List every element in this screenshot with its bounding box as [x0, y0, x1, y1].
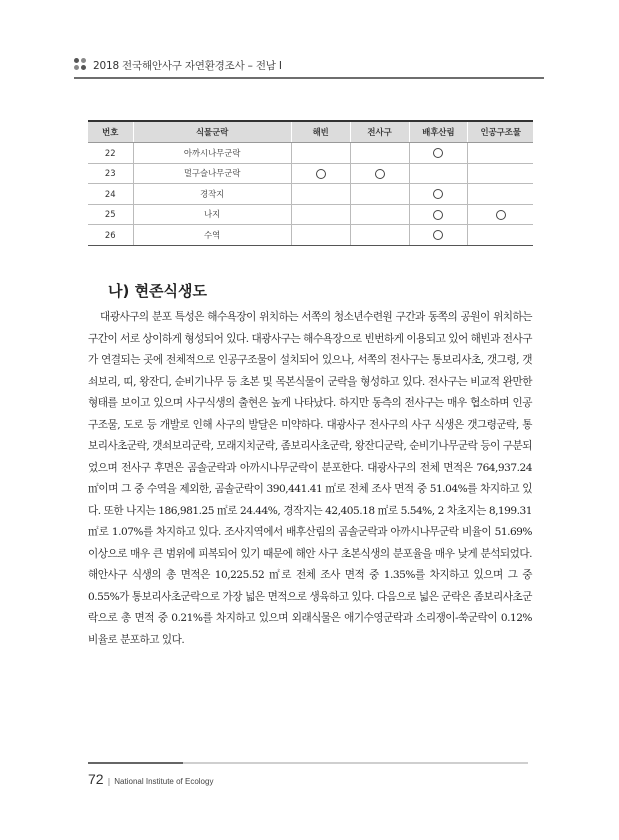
column-header: 전사구 [350, 121, 409, 143]
presence-cell [291, 225, 350, 246]
vegetation-table [88, 120, 533, 246]
circle-mark-icon [433, 210, 443, 220]
table-row [88, 204, 533, 225]
header-title: 2018 전국해안사구 자연환경조사 – 전남 I [93, 59, 282, 72]
body-paragraph: 대광사구의 분포 특성은 해수욕장이 위치하는 서쪽의 청소년수련원 구간과 동쪽의 공원이 위치하는 구간이 서로 상이하게 형성되어 있다. 대광사구는 해수욕장으로 빈번하게 이용되고 있어 해빈과 전사구가 연결되는 곳에 전체적으로 인공구조물이 설치되어 있으나, 서쪽의 전사구는 통보리사초, 갯그령, 갯쇠보리, 띠, 왕잔디, 순비기나무 등 초본 및 목본식물이 군락을 형성하고 있다. 전사구는 비교적 완만한 형태를 보이고 있으며 사구식생의 출현은 높게 나타났다. 하지만 동측의 전사구는 매우 협소하며 인공구조물, 도로 등 개발로 인해 사구의 발달은 미약하다. 대광사구 전사구의 사구 식생은 갯그령군락, 통보리사초군락, 갯쇠보리군락, 모래지치군락, 좀보리사초군락, 왕잔디군락, 순비기나무군락 등이 구분되었으며 전사구 후면은 곰솔군락과 아까시나무군락이 분포한다. 대광사구의 전체 면적은 764,937.24 ㎡이며 그 중 수역을 제외한, 곰솔군락이 390,441.41 ㎡로 전체 조사 면적 중 51.04%를 차지하고 있다. 또한 나지는 186,981.25 ㎡로 24.44%, 경작지는 42,405.18 ㎡로 5.54%, 2 차초지는 8,199.31 ㎡로 1.07%를 차지하고 있다. 조사지역에서 배후산림의 곰솔군락과 아까시나무군락 비율이 51.69% 이상으로 매우 큰 범위에 피복되어 있기 때문에 해안 사구 초본식생의 분포율을 매우 낮게 분석되었다. 해안사구 식생의 총 면적은 10,225.52 ㎡로 전체 조사 면적 중 1.35%를 차지하고 있으며 그 중 0.55%가 통보리사초군락으로 가장 넓은 면적으로 생육하고 있다. 다음으로 넓은 군락은 좀보리사초군락으로 총 면적 중 0.21%를 차지하고 있으며 외래식물은 애기수영군락과 소리쟁이-쑥군락이 0.12% 비율로 분포하고 있다. [88, 311, 532, 646]
table-row [88, 184, 533, 205]
column-header: 인공구조물 [468, 121, 533, 143]
presence-cell [468, 143, 533, 164]
circle-mark-icon [433, 189, 443, 199]
column-header: 해빈 [291, 121, 350, 143]
presence-cell [468, 163, 533, 184]
page-number: 72 [88, 771, 104, 787]
community-name: 아까시나무군락 [133, 143, 291, 164]
footer-separator: | [107, 777, 111, 786]
circle-mark-icon [496, 210, 506, 220]
row-number: 25 [88, 204, 133, 225]
circle-mark-icon [433, 230, 443, 240]
column-header: 배후산림 [409, 121, 468, 143]
presence-cell [350, 204, 409, 225]
page-footer [88, 762, 528, 787]
presence-cell [409, 204, 468, 225]
table-row [88, 225, 533, 246]
running-header [74, 57, 554, 79]
presence-cell [291, 184, 350, 205]
row-number: 26 [88, 225, 133, 246]
row-number: 23 [88, 163, 133, 184]
presence-cell [350, 143, 409, 164]
circle-mark-icon [433, 148, 443, 158]
footer-institute: National Institute of Ecology [114, 777, 214, 786]
presence-cell [409, 143, 468, 164]
community-name: 나지 [133, 204, 291, 225]
circle-mark-icon [375, 169, 385, 179]
presence-cell [468, 204, 533, 225]
table-row [88, 163, 533, 184]
presence-cell [350, 163, 409, 184]
footer-rule [88, 762, 528, 764]
presence-cell [409, 184, 468, 205]
presence-cell [468, 225, 533, 246]
presence-cell [350, 225, 409, 246]
row-number: 22 [88, 143, 133, 164]
table-header-row [88, 121, 533, 143]
header-rule [74, 77, 544, 79]
community-name: 경작지 [133, 184, 291, 205]
presence-cell [350, 184, 409, 205]
circle-mark-icon [316, 169, 326, 179]
presence-cell [291, 163, 350, 184]
community-name: 멀구슬나무군락 [133, 163, 291, 184]
row-number: 24 [88, 184, 133, 205]
table-row [88, 143, 533, 164]
presence-cell [468, 184, 533, 205]
header-dots-icon [74, 58, 88, 72]
column-header: 번호 [88, 121, 133, 143]
presence-cell [409, 225, 468, 246]
presence-cell [291, 143, 350, 164]
community-name: 수역 [133, 225, 291, 246]
column-header: 식물군락 [133, 121, 291, 143]
presence-cell [409, 163, 468, 184]
section-title: 나) 현존식생도 [108, 282, 208, 300]
presence-cell [291, 204, 350, 225]
